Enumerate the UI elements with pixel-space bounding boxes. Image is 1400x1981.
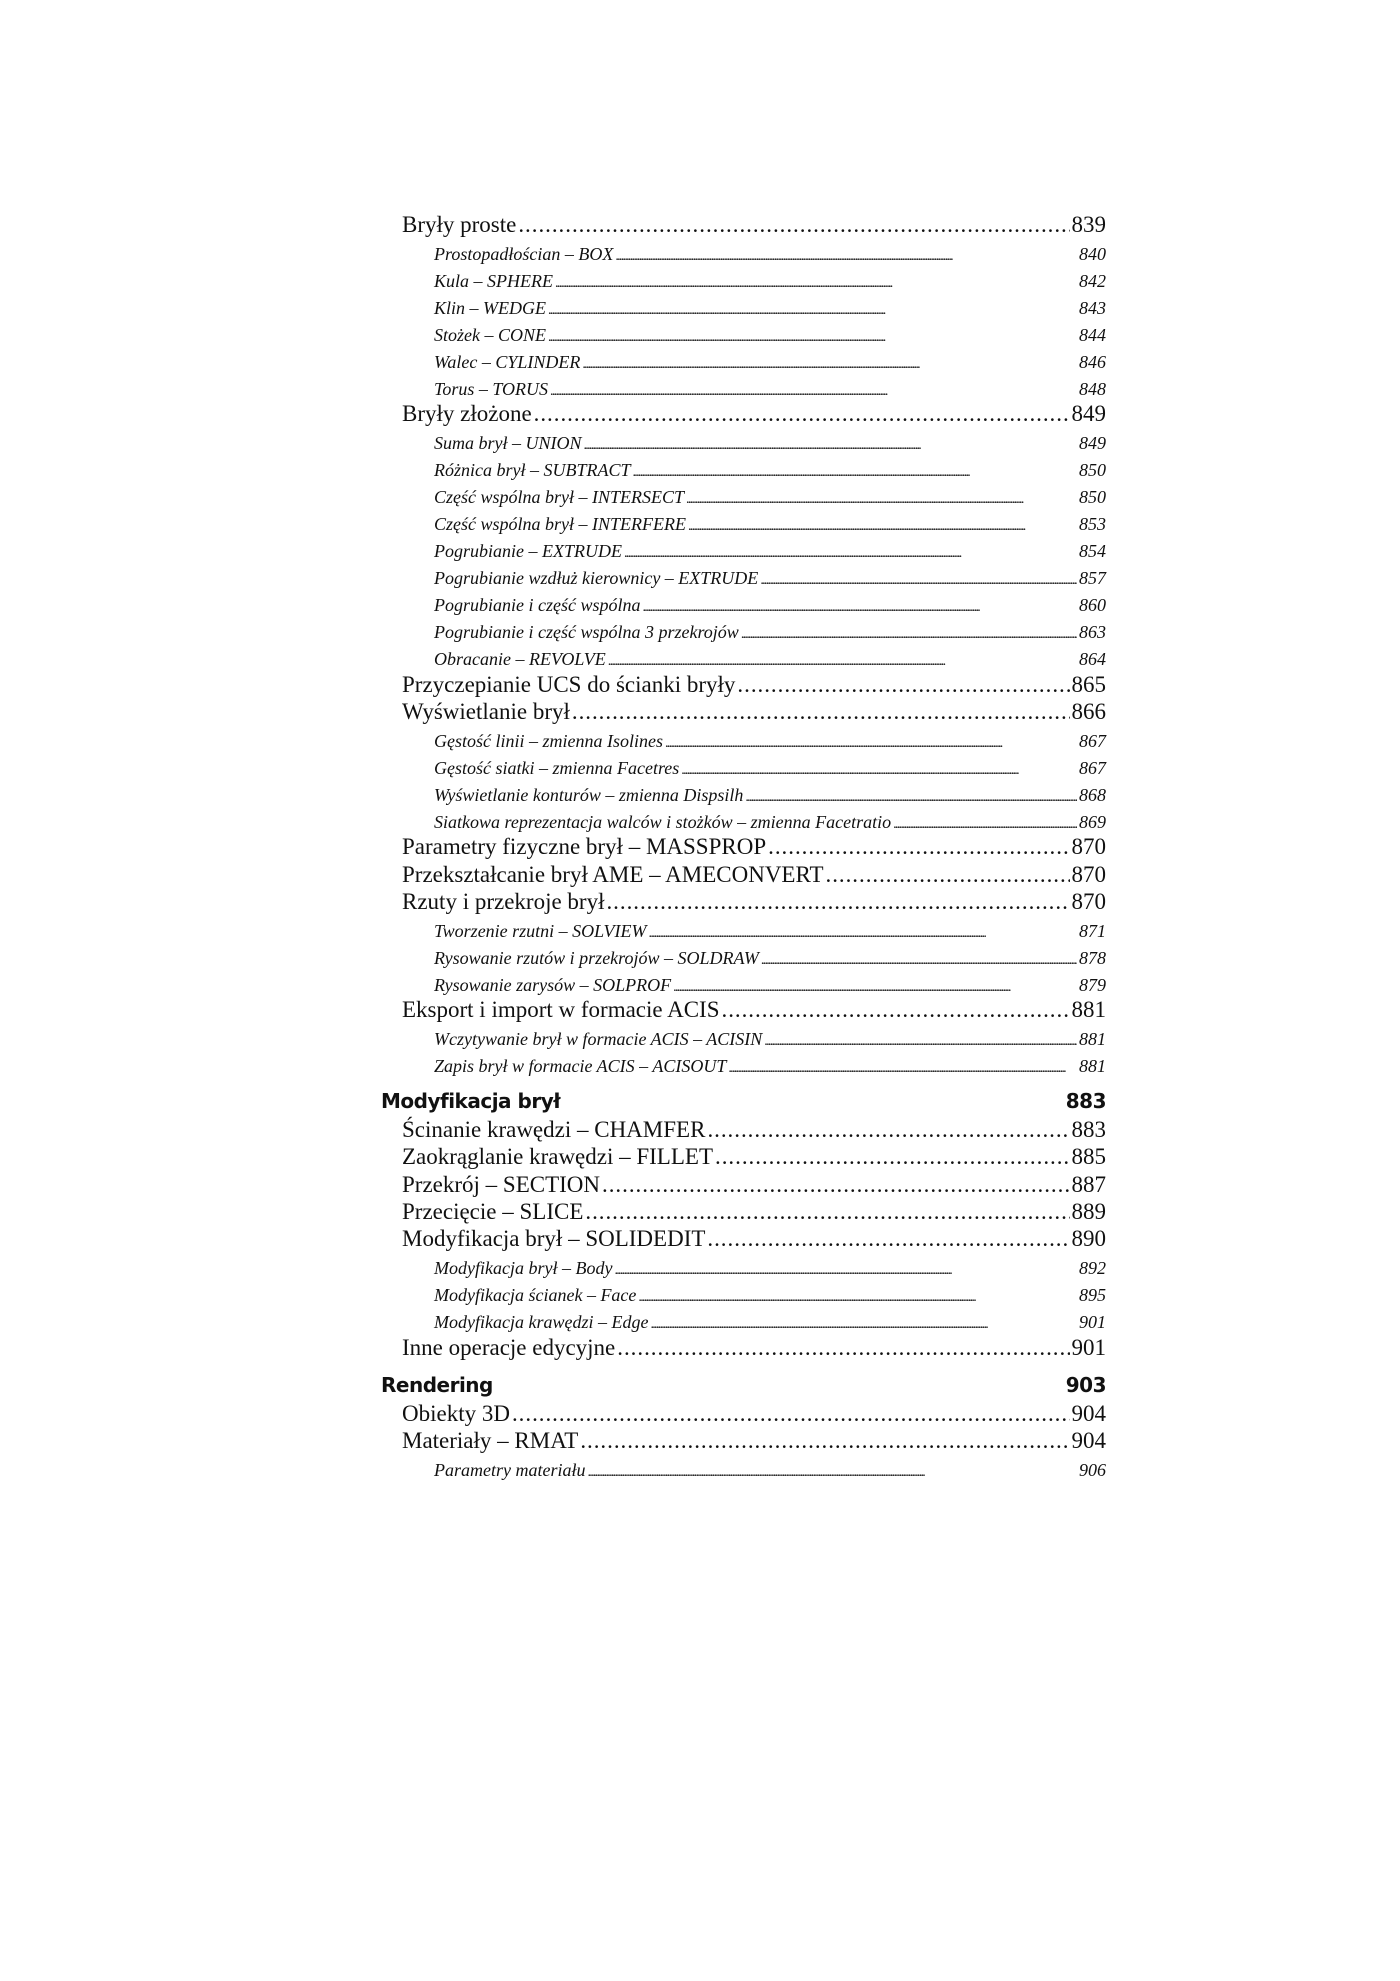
toc-entry-title: Pogrubianie – EXTRUDE: [434, 541, 622, 562]
toc-subsection: [434, 1029, 1106, 1050]
toc-subsection: [434, 298, 1106, 319]
toc-chapter-title: Modyfikacja brył: [381, 1089, 561, 1114]
toc-entry-page: 895: [1079, 1285, 1106, 1306]
toc-entry-title: Kula – SPHERE: [434, 271, 553, 291]
toc-entry-title: Przyczepianie UCS do ścianki bryły: [402, 671, 736, 697]
dot-leader: [534, 401, 1070, 427]
toc-entry-title: Torus – TORUS: [434, 379, 549, 399]
toc-subsection: [434, 568, 1106, 589]
toc-entry-title: Pogrubianie i część wspólna: [434, 595, 641, 616]
dot-leader: [686, 487, 1077, 508]
toc-subsection: [434, 595, 1106, 616]
toc-section: [402, 672, 1106, 698]
toc-entry-title: Modyfikacja krawędzi – Edge: [434, 1312, 649, 1333]
toc-entry-page: 881: [1079, 1056, 1106, 1077]
dot-leader: [650, 1312, 1077, 1333]
toc-subsection: [434, 785, 1106, 806]
toc-subsection: [434, 352, 1106, 373]
dot-leader: [617, 1335, 1069, 1361]
dot-leader: [614, 1258, 1077, 1279]
toc-section: [402, 1199, 1106, 1225]
dot-leader: [737, 672, 1069, 698]
toc-entry-title: Modyfikacja brył – Body: [434, 1258, 613, 1279]
toc-entry-title: Walec – CYLINDER: [434, 352, 581, 372]
dot-leader: [715, 1144, 1069, 1170]
toc-entry-page: 853: [1079, 514, 1106, 535]
toc-entry-page: 848: [1079, 379, 1106, 399]
dot-leader: [585, 1199, 1069, 1225]
toc-subsection: [434, 758, 1106, 779]
toc-entry-page: 871: [1079, 920, 1106, 941]
toc-section: [402, 1144, 1106, 1170]
toc-entry-title: Część wspólna brył – INTERSECT: [434, 487, 685, 508]
toc-entry-title: Obiekty 3D: [402, 1400, 510, 1426]
toc-entry-page: 869: [1079, 811, 1106, 832]
toc-section: [402, 862, 1106, 888]
toc-subsection: [434, 1460, 1106, 1481]
toc-section: [402, 1335, 1106, 1361]
dot-leader: [587, 1460, 1077, 1481]
toc-entry-title: Bryły złożone: [402, 401, 532, 427]
dot-leader: [550, 379, 1077, 400]
toc-subsection: [434, 244, 1106, 265]
dot-leader: [582, 352, 1077, 373]
toc-subsection: [434, 271, 1106, 292]
toc-entry-page: 840: [1079, 244, 1106, 264]
dot-leader: [761, 948, 1077, 969]
toc-entry-title: Rysowanie zarysów – SOLPROF: [434, 974, 672, 995]
dot-leader: [548, 298, 1077, 319]
dot-leader: [707, 1226, 1069, 1252]
dot-leader: [741, 622, 1077, 643]
toc-entry-page: 846: [1079, 352, 1106, 372]
toc-entry-page: 850: [1079, 487, 1106, 508]
toc-subsection: [434, 325, 1106, 346]
dot-leader: [624, 541, 1077, 562]
toc-entry-title: Różnica brył – SUBTRACT: [434, 460, 631, 481]
dot-leader: [606, 889, 1069, 915]
toc-entry-page: 867: [1079, 730, 1106, 751]
toc-entry-title: Materiały – RMAT: [402, 1427, 579, 1453]
dot-leader: [745, 785, 1077, 806]
dot-leader: [649, 921, 1077, 942]
toc-subsection: [434, 1312, 1106, 1333]
toc-entry-page: 901: [1071, 1334, 1106, 1360]
dot-leader: [602, 1172, 1069, 1198]
toc-entry-page: 904: [1071, 1400, 1106, 1426]
toc-entry-title: Przekrój – SECTION: [402, 1171, 601, 1197]
toc-chapter-title: Rendering: [381, 1372, 493, 1397]
toc-entry-title: Wyświetlanie brył: [402, 698, 570, 724]
dot-leader: [893, 812, 1077, 833]
toc-entry-page: 865: [1071, 671, 1106, 697]
dot-leader: [768, 834, 1069, 860]
toc-section: [402, 1428, 1106, 1454]
dot-leader: [518, 212, 1069, 238]
toc-section: [402, 834, 1106, 860]
dot-leader: [642, 595, 1077, 616]
toc-entry-title: Eksport i import w formacie ACIS: [402, 997, 720, 1023]
toc-entry-page: 878: [1079, 947, 1106, 968]
toc-subsection: [434, 487, 1106, 508]
toc-section: [402, 889, 1106, 915]
toc-entry-title: Pogrubianie i część wspólna 3 przekrojów: [434, 622, 739, 643]
toc-subsection: [434, 975, 1106, 996]
toc-entry-page: 839: [1071, 212, 1106, 237]
toc-chapter-page: 883: [1065, 1089, 1106, 1114]
toc-entry-page: 849: [1079, 433, 1106, 454]
toc-subsection: [434, 921, 1106, 942]
dot-leader: [572, 699, 1070, 725]
dot-leader: [638, 1285, 1077, 1306]
toc-entry-title: Przecięcie – SLICE: [402, 1199, 584, 1224]
toc-chapter: [381, 1089, 1106, 1113]
toc-entry-page: 864: [1079, 649, 1106, 670]
toc-entry-title: Siatkowa reprezentacja walców i stożków – zmienna Facetratio: [434, 811, 892, 832]
toc-entry-title: Wyświetlanie konturów – zmienna Dispsilh: [434, 784, 744, 805]
dot-leader: [633, 460, 1078, 481]
toc-subsection: [434, 1285, 1106, 1306]
toc-subsection: [434, 433, 1106, 454]
toc-entry-page: 906: [1079, 1459, 1106, 1480]
toc-entry-title: Parametry materiału: [434, 1459, 586, 1480]
toc-chapter-page: 903: [1065, 1372, 1106, 1397]
toc-entry-page: 901: [1079, 1312, 1106, 1333]
toc-entry-title: Przekształcanie brył AME – AMECONVERT: [402, 861, 824, 887]
toc-entry-title: Zaokrąglanie krawędzi – FILLET: [402, 1144, 714, 1170]
toc-subsection: [434, 1056, 1106, 1077]
toc-entry-page: 885: [1071, 1144, 1106, 1170]
toc-entry-title: Gęstość linii – zmienna Isolines: [434, 730, 663, 751]
dot-leader: [673, 975, 1077, 996]
toc-entry-title: Obracanie – REVOLVE: [434, 649, 606, 670]
dot-leader: [826, 862, 1070, 888]
toc-subsection: [434, 1258, 1106, 1279]
toc-entry-page: 866: [1071, 698, 1106, 724]
dot-leader: [608, 649, 1077, 670]
toc-entry-page: 870: [1071, 861, 1106, 887]
toc-entry-page: 863: [1079, 622, 1106, 643]
dot-leader: [548, 325, 1077, 346]
toc-entry-title: Pogrubianie wzdłuż kierownicy – EXTRUDE: [434, 568, 759, 589]
toc-subsection: [434, 649, 1106, 670]
toc-subsection: [434, 379, 1106, 400]
toc-entry-title: Ścinanie krawędzi – CHAMFER: [402, 1117, 706, 1143]
toc-entry-title: Zapis brył w formacie ACIS – ACISOUT: [434, 1056, 727, 1077]
toc-section: [402, 1172, 1106, 1198]
toc-entry-page: 904: [1071, 1427, 1106, 1453]
toc-section: [402, 1226, 1106, 1252]
dot-leader: [555, 271, 1077, 292]
toc-entry-title: Modyfikacja ścianek – Face: [434, 1285, 637, 1306]
toc-entry-title: Suma brył – UNION: [434, 433, 582, 454]
dot-leader: [512, 1401, 1070, 1427]
toc-section: [402, 1401, 1106, 1427]
toc-entry-page: 857: [1079, 568, 1106, 589]
toc-subsection: [434, 514, 1106, 535]
toc-entry-page: 870: [1071, 834, 1106, 860]
dot-leader: [688, 514, 1077, 535]
toc-section: [402, 212, 1106, 238]
dot-leader: [764, 1029, 1077, 1050]
toc-entry-page: 849: [1071, 401, 1106, 427]
toc-entry-title: Bryły proste: [402, 212, 517, 237]
toc-subsection: [434, 460, 1106, 481]
toc-section: [402, 699, 1106, 725]
dot-leader: [707, 1117, 1069, 1143]
toc-subsection: [434, 622, 1106, 643]
toc-entry-title: Wczytywanie brył w formacie ACIS – ACISIN: [434, 1029, 763, 1050]
toc-entry-title: Modyfikacja brył – SOLIDEDIT: [402, 1226, 706, 1252]
toc-entry-title: Rysowanie rzutów i przekrojów – SOLDRAW: [434, 947, 759, 968]
toc-subsection: [434, 812, 1106, 833]
toc-entry-page: 850: [1079, 460, 1106, 481]
toc-entry-title: Prostopadłościan – BOX: [434, 244, 614, 264]
dot-leader: [615, 244, 1077, 265]
dot-leader: [681, 758, 1077, 779]
toc-entry-page: 867: [1079, 757, 1106, 778]
toc-entry-page: 892: [1079, 1258, 1106, 1279]
toc-entry-title: Część wspólna brył – INTERFERE: [434, 514, 686, 535]
toc-subsection: [434, 541, 1106, 562]
toc-entry-page: 879: [1079, 974, 1106, 995]
toc-section: [402, 1117, 1106, 1143]
dot-leader: [665, 731, 1077, 752]
toc-subsection: [434, 948, 1106, 969]
dot-leader: [580, 1428, 1069, 1454]
toc-entry-page: 843: [1079, 298, 1106, 318]
dot-leader: [584, 433, 1078, 454]
toc-entry-title: Rzuty i przekroje brył: [402, 888, 605, 914]
toc-entry-page: 887: [1071, 1171, 1106, 1197]
toc-entry-page: 890: [1071, 1226, 1106, 1252]
toc-entry-title: Klin – WEDGE: [434, 298, 546, 318]
toc-section: [402, 401, 1106, 427]
toc-subsection: [434, 731, 1106, 752]
toc-entry-page: 842: [1079, 271, 1106, 291]
toc-entry-page: 854: [1079, 541, 1106, 562]
dot-leader: [760, 568, 1077, 589]
dot-leader: [728, 1056, 1077, 1077]
toc-entry-page: 844: [1079, 325, 1106, 345]
dot-leader: [722, 997, 1070, 1023]
toc-entry-title: Stożek – CONE: [434, 325, 546, 345]
toc-entry-page: 868: [1079, 784, 1106, 805]
toc-chapter: [381, 1373, 1106, 1397]
toc-section: [402, 997, 1106, 1023]
toc-entry-page: 889: [1071, 1199, 1106, 1224]
toc-entry-page: 860: [1079, 595, 1106, 616]
toc-entry-page: 881: [1071, 997, 1106, 1023]
toc-entry-page: 883: [1071, 1117, 1106, 1143]
toc-entry-page: 870: [1071, 888, 1106, 914]
toc-entry-page: 881: [1079, 1029, 1106, 1050]
toc-entry-title: Parametry fizyczne brył – MASSPROP: [402, 834, 767, 860]
toc-entry-title: Inne operacje edycyjne: [402, 1334, 616, 1360]
toc-entry-title: Gęstość siatki – zmienna Facetres: [434, 757, 680, 778]
toc-entry-title: Tworzenie rzutni – SOLVIEW: [434, 920, 647, 941]
